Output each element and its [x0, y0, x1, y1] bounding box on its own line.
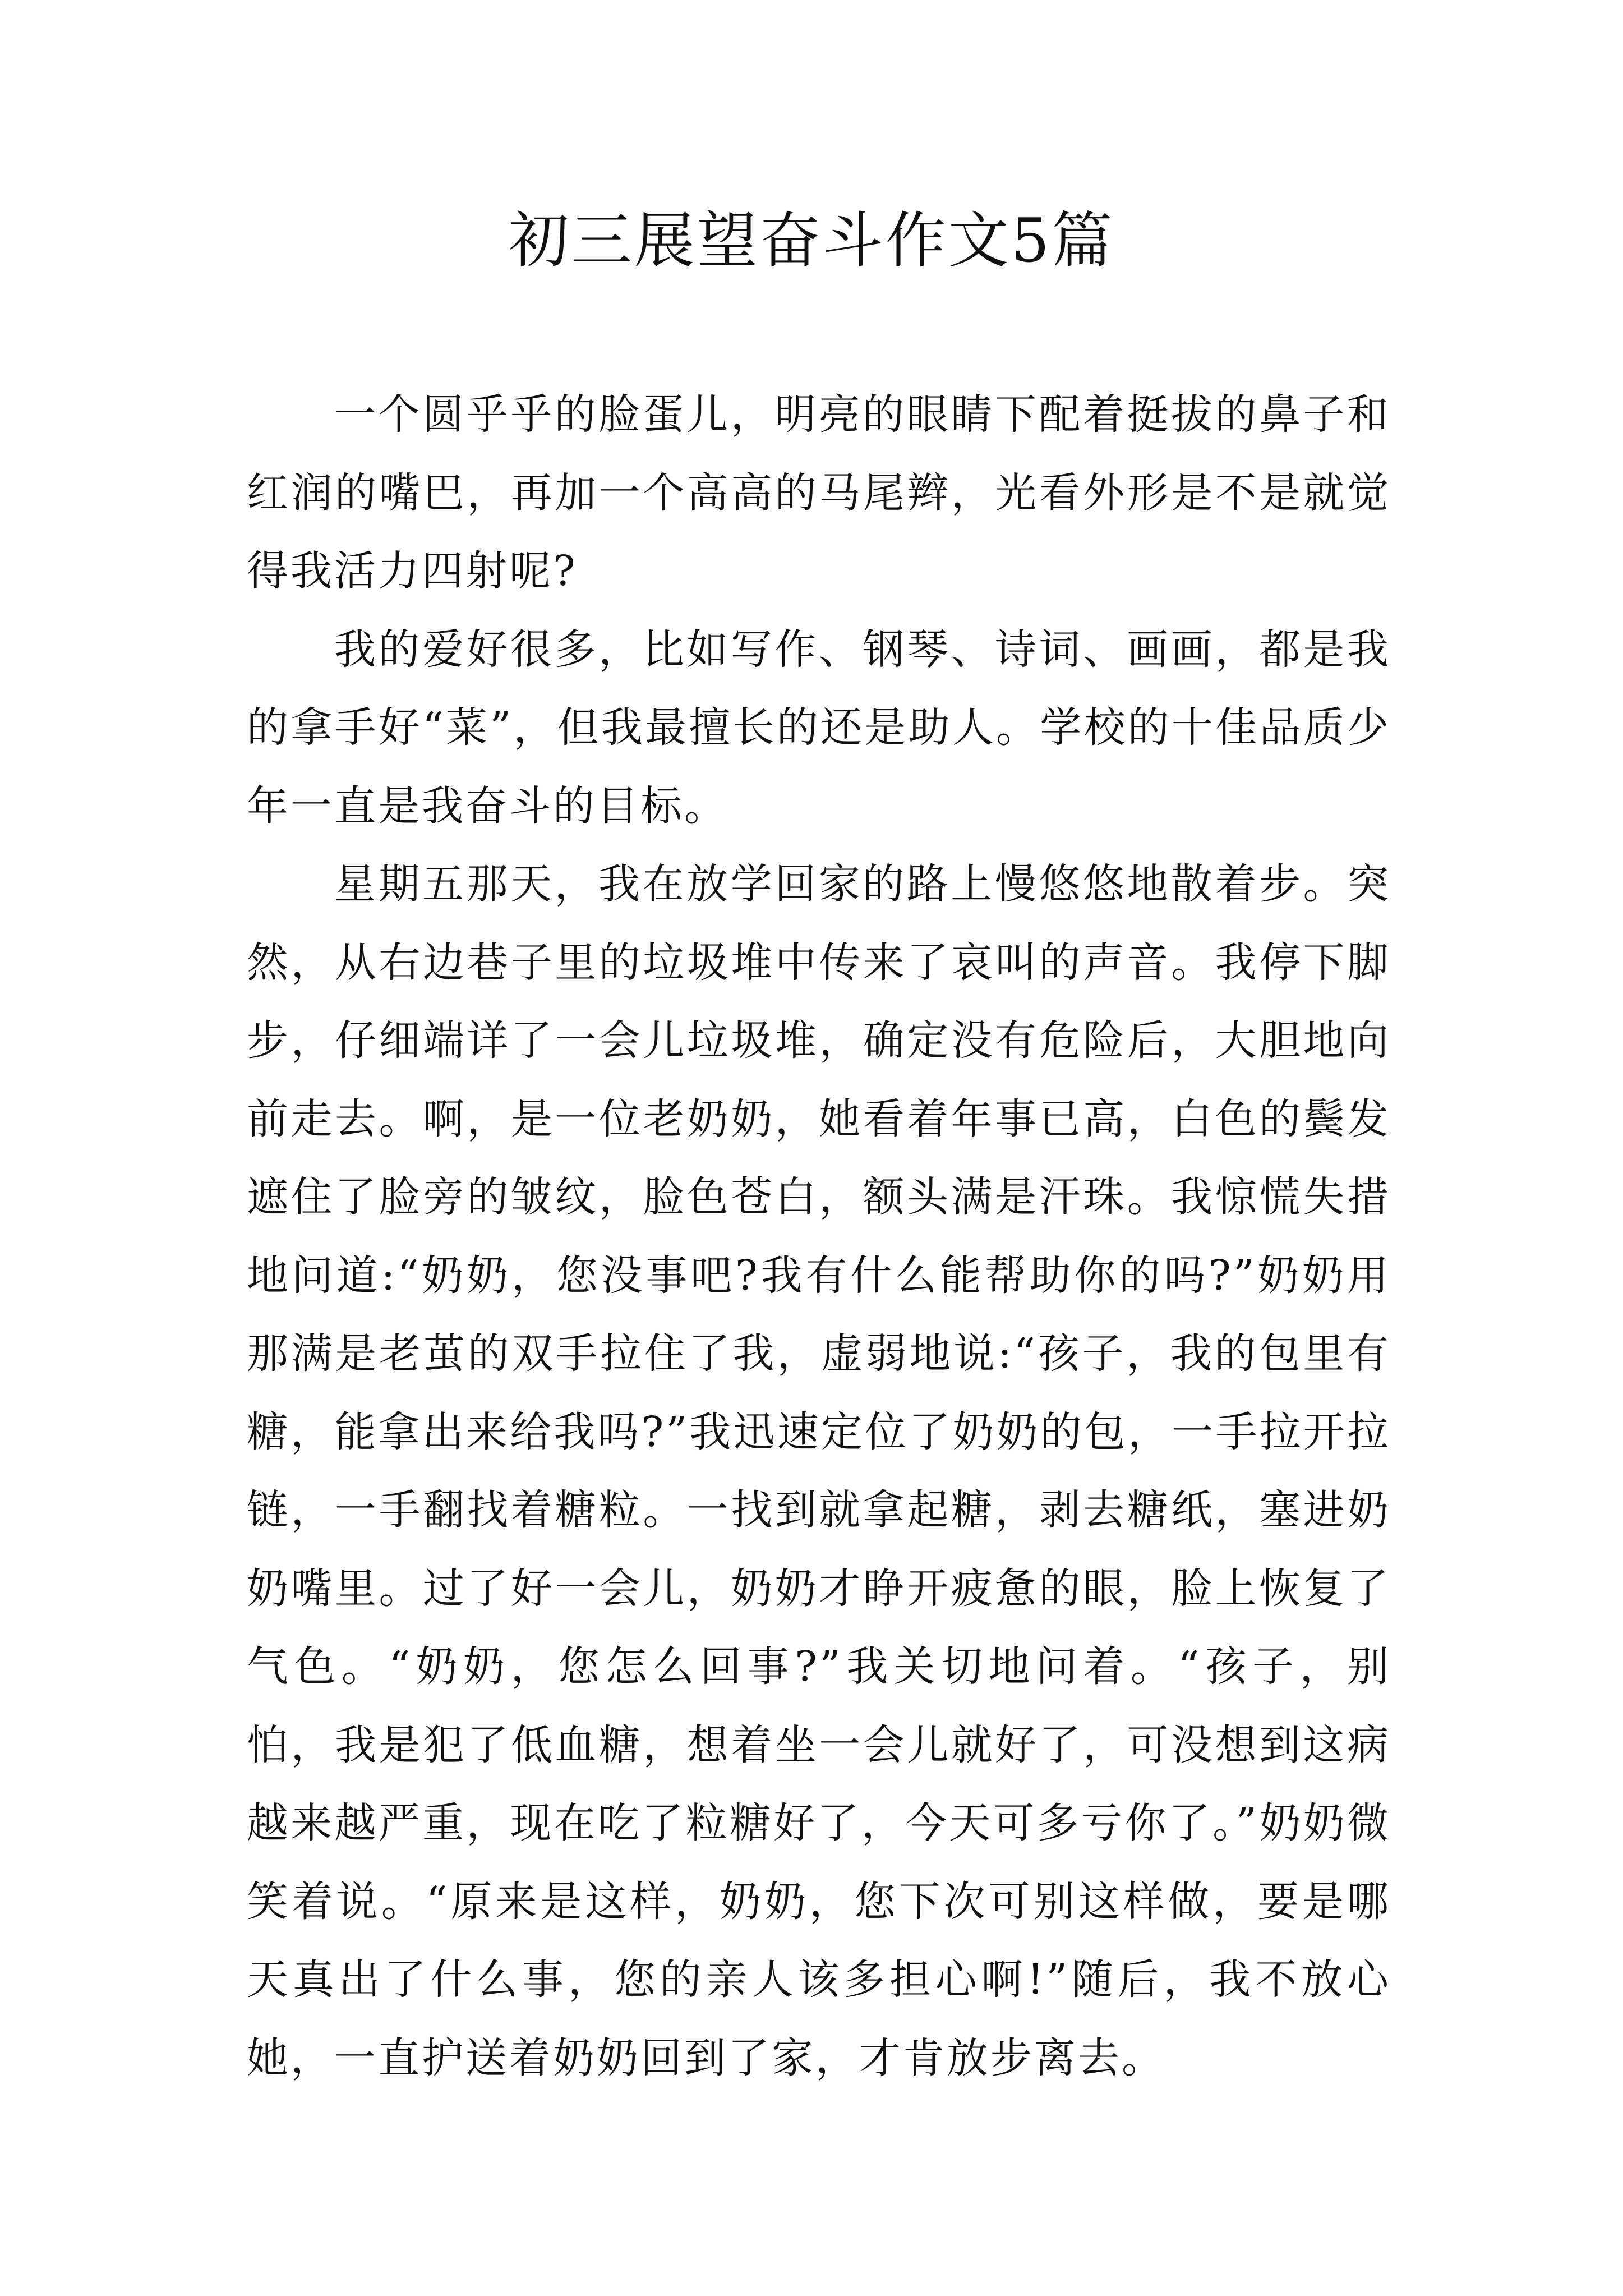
paragraph-3: 星期五那天，我在放学回家的路上慢悠悠地散着步。突然，从右边巷子里的垃圾堆中传来了哀叫的声音。我停下脚步，仔细端详了一会儿垃圾堆，确定没有危险后，大胆地向前走去。啊，是一位老奶奶，她看着年事已高，白色的鬓发遮住了脸旁的皱纹，脸色苍白，额头满是汗珠。我惊慌失措地问道:“奶奶，您没事吧?我有什么能帮助你的吗?”奶奶用那满是老茧的双手拉住了我，虚弱地说:“孩子，我的包里有糖，能拿出来给我吗?”我迅速定位了奶奶的包，一手拉开拉链，一手翻找着糖粒。一找到就拿起糖，剥去糖纸，塞进奶奶嘴里。过了好一会儿，奶奶才睁开疲惫的眼，脸上恢复了气色。“奶奶，您怎么回事?”我关切地问着。“孩子，别怕，我是犯了低血糖，想着坐一会儿就好了，可没想到这病越来越严重，现在吃了粒糖好了，今天可多亏你了。”奶奶微笑着说。“原来是这样，奶奶，您下次可别这样做，要是哪天真出了什么事，您的亲人该多担心啊!”随后，我不放心她，一直护送着奶奶回到了家，才肯放步离去。 [247, 860, 1391, 2082]
document-body [247, 376, 1391, 2097]
paragraph-1: 一个圆乎乎的脸蛋儿，明亮的眼睛下配着挺拔的鼻子和红润的嘴巴，再加一个高高的马尾辫，光看外形是不是就觉得我活力四射呢? [247, 390, 1391, 595]
paragraph-2: 我的爱好很多，比如写作、钢琴、诗词、画画，都是我的拿手好“菜”，但我最擅长的还是助人。学校的十佳品质少年一直是我奋斗的目标。 [247, 625, 1391, 830]
document-title: 初三展望奋斗作文5篇 [508, 206, 1115, 276]
